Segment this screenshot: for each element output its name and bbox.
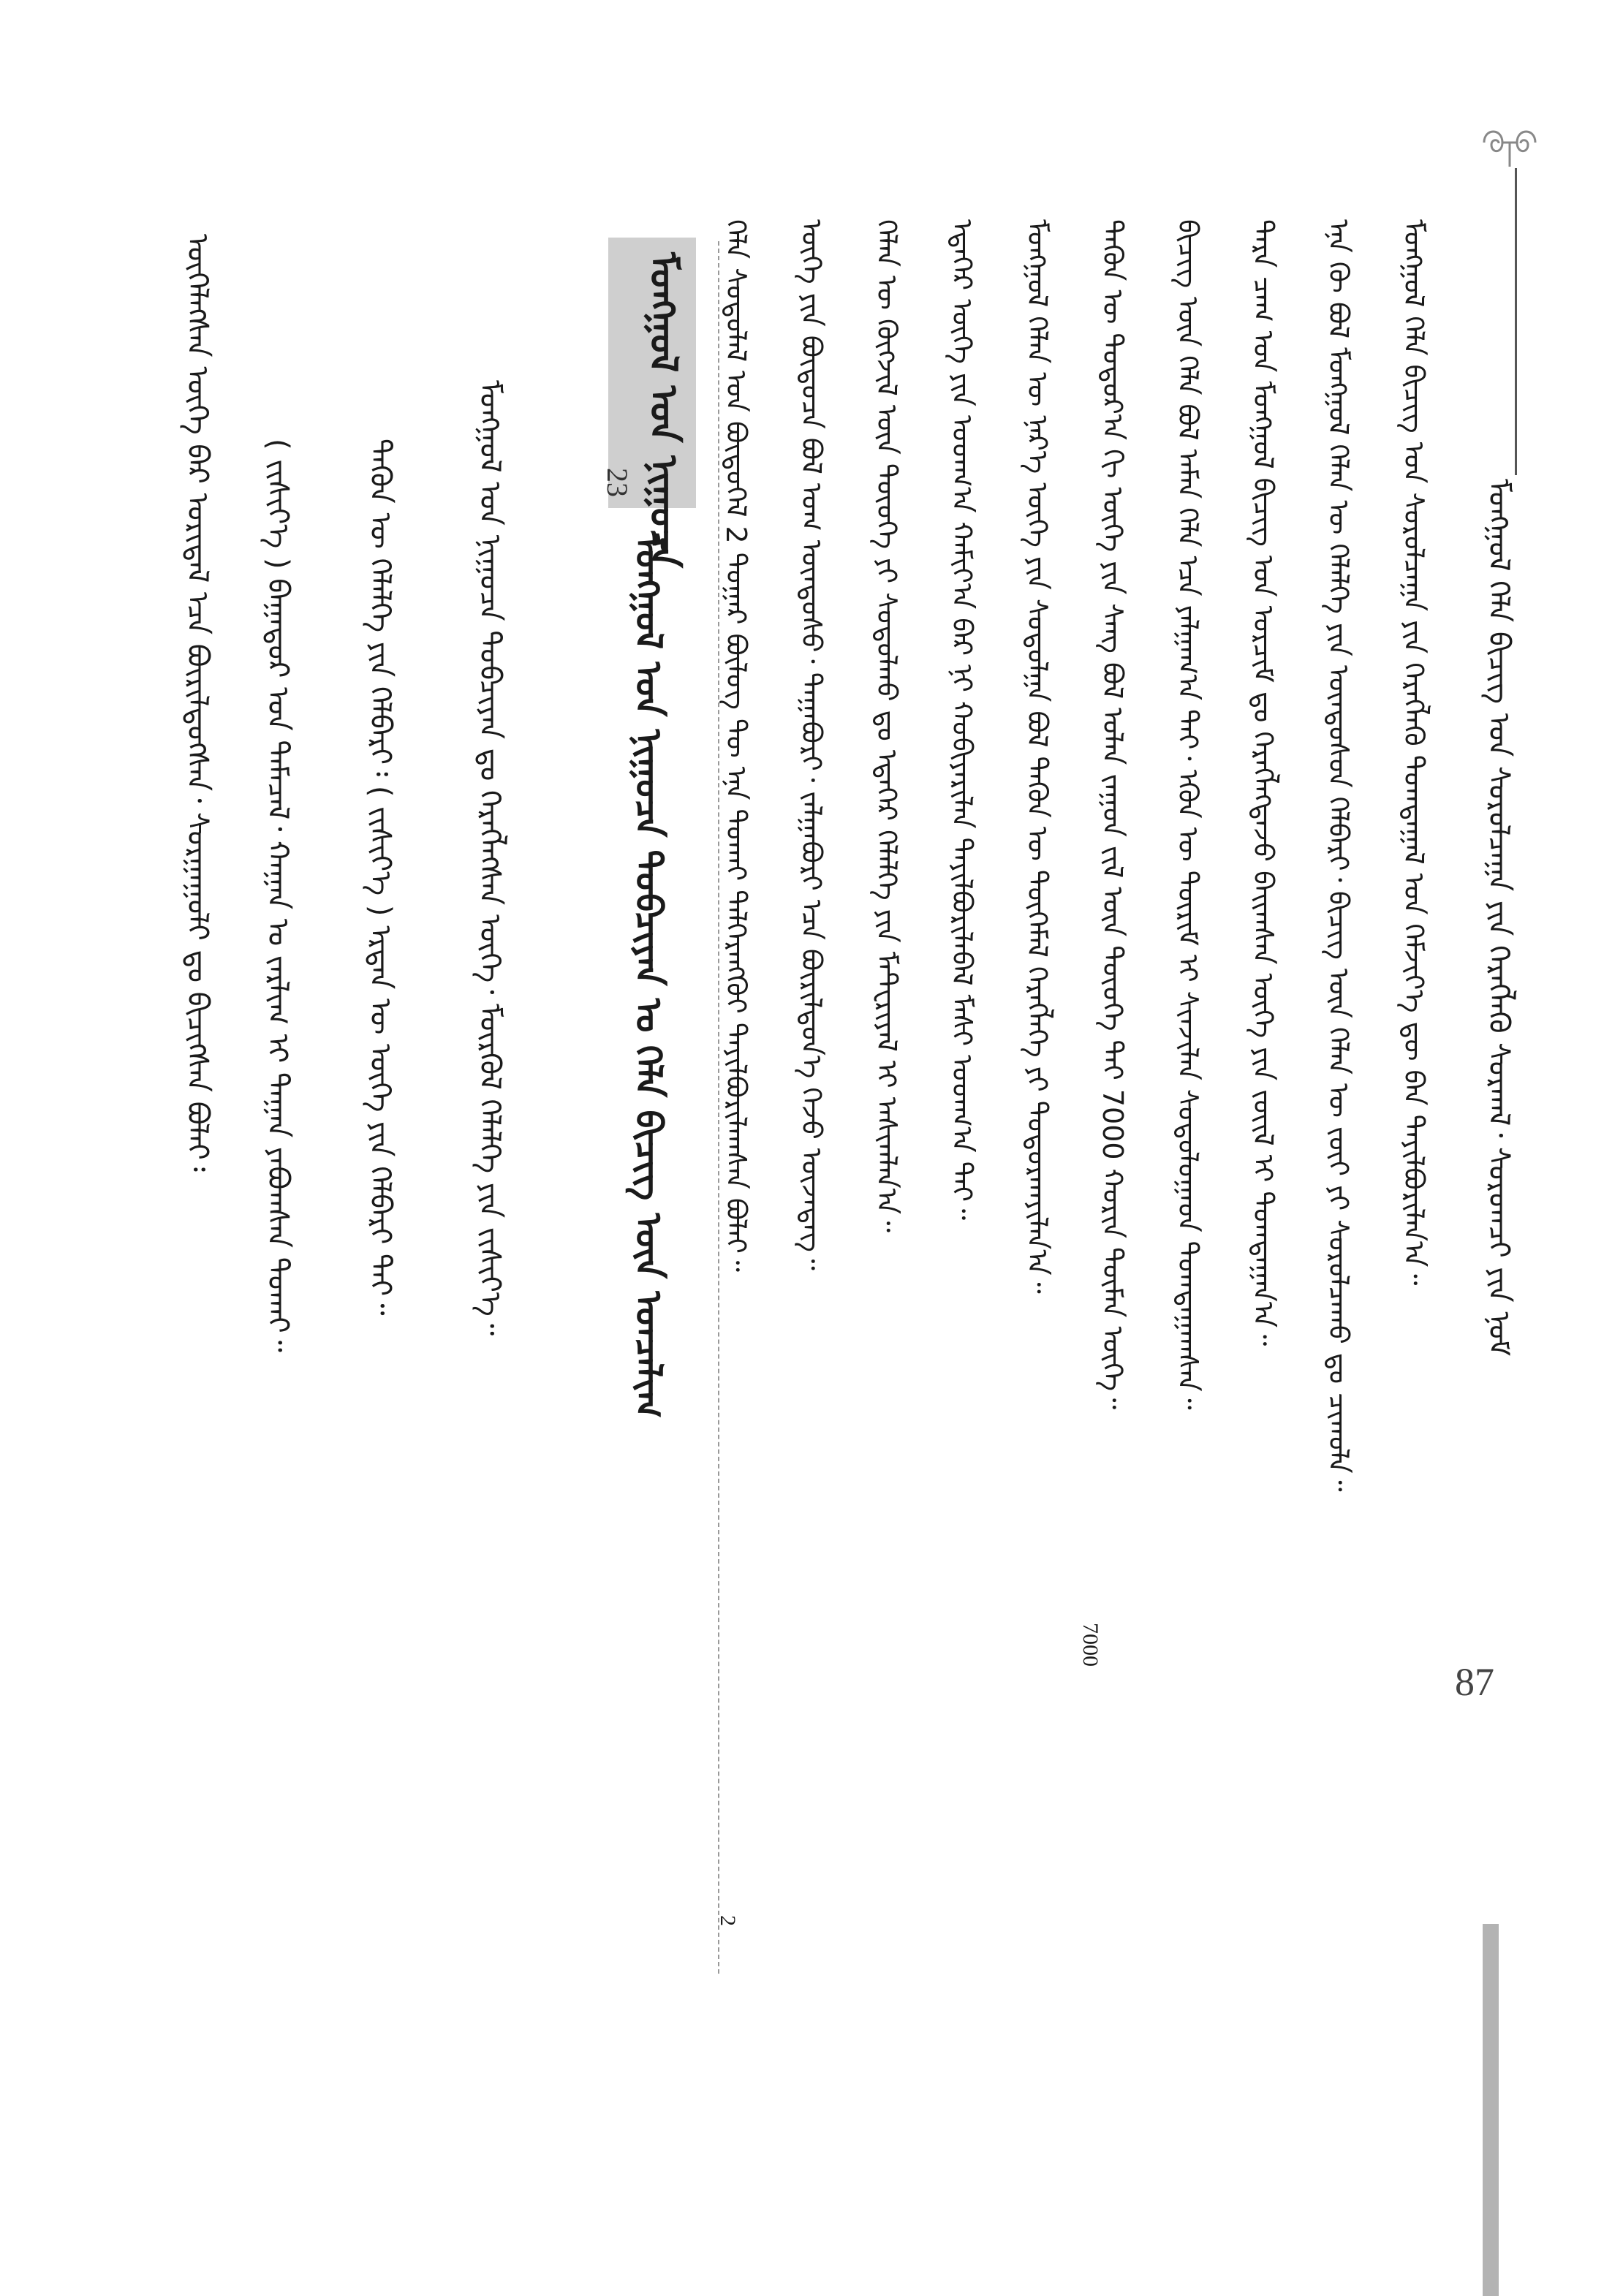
body-line: ᠲᠡᠷᠡ ᠴᠠᠭ ᠤᠨ ᠮᠣᠩᠭᠣᠯ ᠪᠢᠴᠢᠭ ᠤᠨ ᠣᠷᠴᠢᠮ ᠳᠤ ᠬᠡᠷᠡᠭᠯᠡᠭᠳᠡᠵᠦ ᠪᠠᠢᠭᠰᠠᠨ ᠦᠭᠡ ᠶᠢᠨ ᠵᠦᠢᠯ ᠢ ᠲᠣᠭᠲᠠᠭᠠᠨ᠎ᠠ᠃ [1247,219,1279,1346]
body-line: ᠦᠭᠡ ᠶᠢᠨ ᠪᠦᠲᠦᠴᠡ ᠪᠣᠯ ᠤᠭ ᠦᠨᠳᠦᠰᠦ᠂ ᠳᠠᠭᠠᠪᠤᠷᠢ᠂ ᠵᠠᠯᠭᠠᠪᠤᠷᠢ ᠡᠴᠡ ᠪᠦᠷᠢᠯᠳᠦᠨ᠎ᠡ ᠭᠡᠵᠦ ᠦᠵᠡᠳᠡᠭ᠃ [795,219,828,1270]
page-number: 87 [1455,1660,1494,1704]
thumb-tab [1483,1924,1499,2296]
example-line: ᠮᠣᠩᠭᠣᠯ ᠤᠨ ᠨᠢᠭᠤᠴᠠ ᠲᠣᠪᠴᠢᠶᠠᠨ ᠳᠤ ᠬᠡᠷᠡᠭᠯᠡᠭᠰᠡᠨ ᠦᠭᠡ᠂ ᠮᠥᠷᠭᠦᠯ ᠬᠡᠯᠡᠯᠭᠡ ᠶᠢᠨ ᠵᠢᠱᠢᠶ᠎ᠡ᠃ [473,380,507,1336]
inline-number: 2 [716,1915,740,1926]
example-line: ( ᠵᠢᠱᠢᠶ᠎ᠡ ) ᠪᠠᠭᠠᠲᠤᠷ ᠤᠨ ᠲᠡᠮᠡᠴᠡᠯ᠂ ᠬᠠᠭᠠᠨ ᠤ ᠵᠠᠷᠯᠢᠭ ᠢ ᠳᠠᠭᠠᠨ ᠶᠠᠪᠤᠭᠰᠠᠨ ᠲᠤᠬᠠᠢ᠃ [261,439,295,1352]
body-line: ᠮᠣᠩᠭᠣᠯ ᠬᠡᠯᠡᠨ ᠦ ᠨᠡᠷ᠎ᠡ ᠦᠭᠡ ᠶᠢᠨ ᠰᠤᠳᠤᠯᠭᠠ ᠪᠣᠯ ᠲᠡᠭᠦᠨ ᠦ ᠲᠦᠭᠡᠮᠡᠯ ᠬᠡᠷᠡᠭᠯᠡᠭᠡ ᠶᠢ ᠲᠣᠳᠤᠷᠬᠠᠶᠢᠯᠠᠨ᠎ᠠ᠃ [1021,219,1053,1294]
example-line: ᠲᠡᠭᠦᠨ ᠦ ᠬᠡᠯᠡᠯᠭᠡ ᠶᠢᠨ ᠬᠡᠯᠪᠡᠷᠢ᠄ ( ᠵᠢᠱᠢᠶ᠎ᠡ ) ᠡᠷᠲᠡᠨ ᠦ ᠦᠭᠡ ᠶᠢᠨ ᠬᠡᠯᠪᠡᠷᠢ ᠲᠠᠢ᠃ [363,439,397,1316]
example-line: ᠦᠭᠡᠯᠡᠭᠰᠡᠨ ᠦᠭᠡ ᠪᠡᠷ ᠤᠷᠢᠳᠠᠯ ᠡᠴᠡ ᠪᠦᠷᠢᠯᠳᠦᠭᠰᠡᠨ᠂ ᠰᠤᠷᠭᠠᠭᠤᠯᠢ ᠳᠤ ᠪᠢᠴᠢᠭᠰᠡᠨ ᠪᠣᠯᠠᠢ᠄ [181,234,214,1172]
body-line: ᠲᠡᠭᠦᠨ ᠦ ᠳᠣᠲᠣᠷ᠎ᠠ ᠬᠢ ᠦᠭᠡ ᠶᠢᠨ ᠰᠠᠩ ᠪᠣᠯ ᠣᠯᠠᠨ ᠵᠠᠭᠤᠨ ᠵᠢᠯ ᠦᠨ ᠲᠦᠦᠬᠡ ᠲᠠᠢ 7000 ᠬᠣᠷᠢᠨ ᠲᠦᠮᠡᠨ ᠦᠭᠡ᠃ [1097,219,1129,1410]
section-number: 23 [601,468,634,497]
body-line: ᠡᠨᠡ ᠬᠦ ᠪᠣᠯ ᠮᠣᠩᠭᠣᠯ ᠬᠡᠯᠡᠨ ᠦ ᠬᠡᠯᠡᠯᠭᠡ ᠶᠢᠨ ᠦᠨᠳᠦᠰᠦᠨ ᠬᠡᠯᠪᠡᠷᠢ᠂ ᠪᠢᠴᠢᠭ ᠦᠨ ᠬᠡᠯᠡᠨ ᠦ ᠵᠦᠢ ᠶᠢ ᠰᠤᠷᠤᠯᠴᠠᠬᠤ ᠳᠤ ᠴᠢᠬᠤᠯᠠ᠃ [1323,219,1355,1492]
header-rule [1515,168,1517,475]
scroll-flourish-icon [1477,117,1543,168]
body-line: ᠡᠳᠡᠭᠡᠷ ᠦᠭᠡ ᠶᠢᠨ ᠤᠳᠬ᠎ᠠ ᠬᠠᠮᠢᠶ᠎ᠠ ᠪᠠᠷ ᠨᠢ ᠬᠤᠪᠢᠶᠠᠷᠢᠯᠠᠨ ᠲᠠᠶᠢᠯᠪᠤᠷᠢᠯᠠᠪᠠᠯ ᠮᠠᠰᠢ ᠤᠳᠬ᠎ᠠ ᠲᠠᠢ᠃ [946,219,978,1221]
body-line: ᠪᠢᠴᠢᠭ ᠦᠨ ᠬᠡᠯᠡ ᠪᠣᠯ ᠠᠮᠠᠨ ᠬᠡᠯᠡ ᠡᠴᠡ ᠶᠠᠯᠭᠠᠭ᠎ᠠ ᠲᠠᠢ᠂ ᠡᠭᠦᠨ ᠦ ᠳᠦᠷᠢᠮ ᠢ ᠰᠢᠨᠵᠢᠯᠡᠨ ᠰᠤᠳᠤᠯᠤᠭᠠᠳ ᠲᠣᠭᠲᠠᠭᠠᠭᠰᠠᠨ᠃ [1172,219,1204,1410]
section-divider [718,241,719,1974]
subsection-title: ᠮᠣᠩᠭᠣᠯ ᠤᠨ ᠨᠢᠭᠤᠴᠠ ᠲᠣᠪᠴᠢᠶᠠᠨ ᠤ ᠬᠡᠯᠡ ᠪᠢᠴᠢᠭ ᠦᠨ ᠣᠨᠴᠠᠯᠢᠭ [627,534,670,1418]
body-line: ᠬᠡᠯᠡ ᠰᠤᠳᠤᠯᠠᠯ ᠤᠨ ᠪᠦᠲᠦᠭᠡᠯ 2 ᠳᠤᠭᠠᠷ ᠪᠦᠯᠦᠭ ᠲᠦ ᠡᠨᠡ ᠲᠤᠬᠠᠢ ᠳᠡᠯᠭᠡᠷᠡᠩᠭᠦᠢ ᠲᠠᠶᠢᠯᠪᠤᠷᠢᠯᠠᠭᠰᠠᠨ ᠪᠣᠯᠠᠢ᠃ [720,219,752,1272]
section-title: ᠮᠣᠩᠭᠣᠯ ᠤᠨ ᠨᠢᠭᠤᠴᠠ [641,252,685,568]
body-line: ᠮᠣᠩᠭᠣᠯ ᠬᠡᠯᠡ ᠪᠢᠴᠢᠭ ᠤᠨ ᠰᠤᠷᠤᠯᠴᠠᠭᠠ ᠶᠢᠨ ᠬᠡᠷᠡᠭᠯᠡᠬᠦ ᠲᠣᠭᠲᠠᠭᠠᠯ ᠤᠨ ᠬᠡᠮᠵᠢᠶ᠎ᠡ ᠳᠦ ᠪᠠᠨ ᠲᠠᠶᠢᠯᠪᠤᠷᠢᠯᠠᠨ᠎ᠠ᠃ [1398,219,1430,1286]
running-head: ᠮᠣᠩᠭᠣᠯ ᠬᠡᠯᠡ ᠪᠢᠴᠢᠭ ᠤᠨ ᠰᠤᠷᠤᠯᠴᠠᠭᠠ ᠶᠢᠨ ᠬᠡᠷᠡᠭᠯᠡᠬᠦ ᠰᠤᠷᠬᠠᠯ᠂ ᠰᠤᠷᠤᠭᠴᠢ ᠶᠢᠨ ᠨᠣᠮ [1482,479,1516,1357]
body-line: ᠬᠡᠯᠡᠨ ᠦ ᠬᠥᠭᠵᠢᠯ ᠦᠨ ᠲᠦᠦᠬᠡ ᠶᠢ ᠰᠤᠳᠤᠯᠬᠤ ᠳᠤ ᠡᠳᠡᠭᠡᠷ ᠬᠡᠯᠡᠯᠭᠡ ᠶᠢᠨ ᠮᠠᠲ᠋ᠸᠷᠢᠶᠠᠯ ᠢ ᠠᠰᠢᠭᠯᠠᠨ᠎ᠠ᠃ [871,219,903,1233]
inline-number: 7000 [1078,1623,1102,1667]
